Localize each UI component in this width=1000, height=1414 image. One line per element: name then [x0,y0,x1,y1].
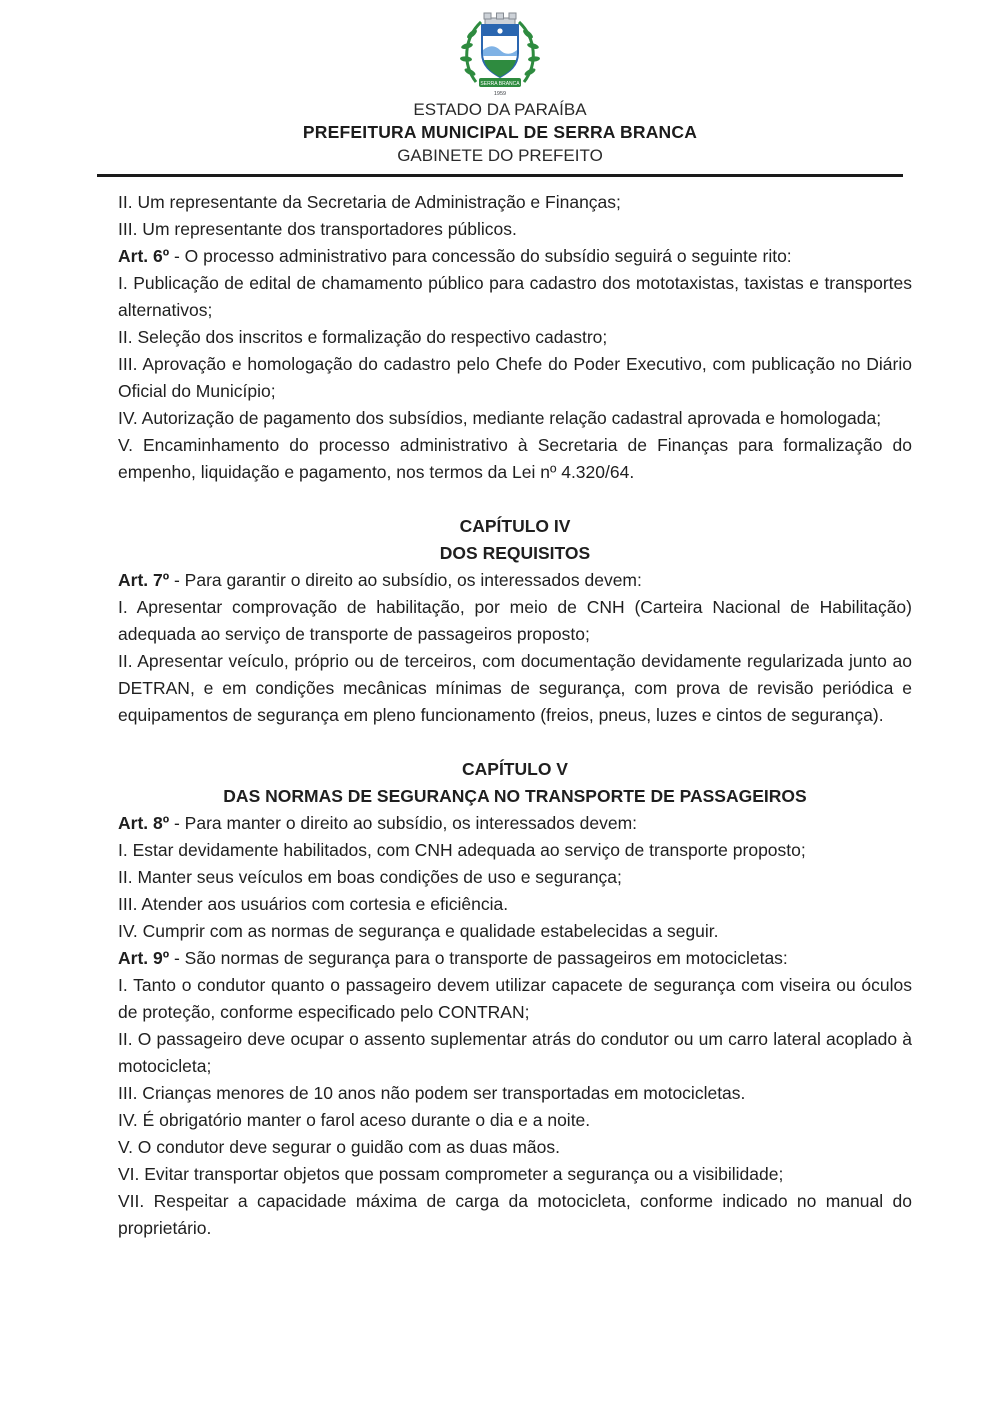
header-office: GABINETE DO PREFEITO [397,146,603,165]
chapter-5-heading [118,756,912,810]
header-state: ESTADO DA PARAÍBA [413,100,587,119]
chapter-5-subtitle: DAS NORMAS DE SEGURANÇA NO TRANSPORTE DE PASSAGEIROS [223,786,807,806]
article-9-item-7: VII. Respeitar a capacidade máxima de carga da motocicleta, conforme indicado no manual do proprietário. [118,1191,912,1238]
article-8-item-1: I. Estar devidamente habilitados, com CNH adequada ao serviço de transporte proposto; [118,840,806,860]
chapter-4-subtitle: DOS REQUISITOS [439,543,591,563]
crest-shield [482,25,518,77]
article-7-text: - Para garantir o direito ao subsídio, os interessados devem: [169,570,642,590]
crest-year-text: 1959 [493,91,507,96]
intro-item-2: II. Um representante da Secretaria de Administração e Finanças; [118,192,621,212]
article-8-item-2: II. Manter seus veículos em boas condições de uso e segurança; [118,867,622,887]
article-8-number: Art. 8º [118,813,170,833]
article-9-item-5: V. O condutor deve segurar o guidão com as duas mãos. [118,1137,560,1157]
article-7-item-2: II. Apresentar veículo, próprio ou de terceiros, com documentação devidamente regularizada junto ao DETRAN, e em condições mecânicas mínimas de segurança, com prova de revisão periódica e equipamentos de segurança em pleno funcionamento (freios, pneus, luzes e cintos de segurança). [118,651,912,725]
article-9-caput [118,945,912,972]
article-9-item-4: IV. É obrigatório manter o farol aceso durante o dia e a noite. [118,1110,591,1130]
document-header [0,0,1000,177]
chapter-5-title: CAPÍTULO V [462,759,568,779]
article-7-item-1: I. Apresentar comprovação de habilitação, por meio de CNH (Carteira Nacional de Habilitação) adequada ao serviço de transporte de passageiros proposto; [118,597,912,644]
article-6-text: - O processo administrativo para concessão do subsídio seguirá o seguinte rito: [169,246,792,266]
article-6-number: Art. 6º [118,246,170,266]
article-9-item-2: II. O passageiro deve ocupar o assento suplementar atrás do condutor ou um carro lateral acoplado à motocicleta; [118,1029,912,1076]
article-8-text: - Para manter o direito ao subsídio, os interessados devem: [169,813,638,833]
article-6-item-3: III. Aprovação e homologação do cadastro pelo Chefe do Poder Executivo, com publicação no Diário Oficial do Município; [118,354,912,401]
article-8-caput [118,810,912,837]
article-9-text: - São normas de segurança para o transporte de passageiros em motocicletas: [169,948,788,968]
article-8-item-4: IV. Cumprir com as normas de segurança e qualidade estabelecidas a seguir. [118,921,719,941]
article-6-item-2: II. Seleção dos inscritos e formalização do respectivo cadastro; [118,327,608,347]
article-6-item-4: IV. Autorização de pagamento dos subsídios, mediante relação cadastral aprovada e homologada; [118,408,882,428]
chapter-4-title: CAPÍTULO IV [459,516,571,536]
article-6-item-5: V. Encaminhamento do processo administrativo à Secretaria de Finanças para formalização do empenho, liquidação e pagamento, nos termos da Lei nº 4.320/64. [118,435,912,482]
article-6-item-1: I. Publicação de edital de chamamento público para cadastro dos mototaxistas, taxistas e transportes alternativos; [118,273,912,320]
intro-item-3: III. Um representante dos transportadores públicos. [118,219,517,239]
header-municipality: PREFEITURA MUNICIPAL DE SERRA BRANCA [302,122,698,142]
article-9-number: Art. 9º [118,948,170,968]
article-6-caput [118,243,912,270]
article-9-item-1: I. Tanto o condutor quanto o passageiro devem utilizar capacete de segurança com viseira ou óculos de proteção, conforme especificado pelo CONTRAN; [118,975,912,1022]
article-9-item-3: III. Crianças menores de 10 anos não podem ser transportadas em motocicletas. [118,1083,746,1103]
chapter-4-heading [118,513,912,567]
article-9-item-6: VI. Evitar transportar objetos que possam comprometer a segurança ou a visibilidade; [118,1164,784,1184]
article-7-number: Art. 7º [118,570,170,590]
article-7-caput [118,567,912,594]
document-body [0,177,1000,1242]
crest-banner-text: SERRA BRANCA [480,80,520,87]
crest-banner [479,78,521,96]
crest-crown [484,13,516,25]
municipal-crest-icon [448,12,552,96]
article-8-item-3: III. Atender aos usuários com cortesia e eficiência. [118,894,509,914]
